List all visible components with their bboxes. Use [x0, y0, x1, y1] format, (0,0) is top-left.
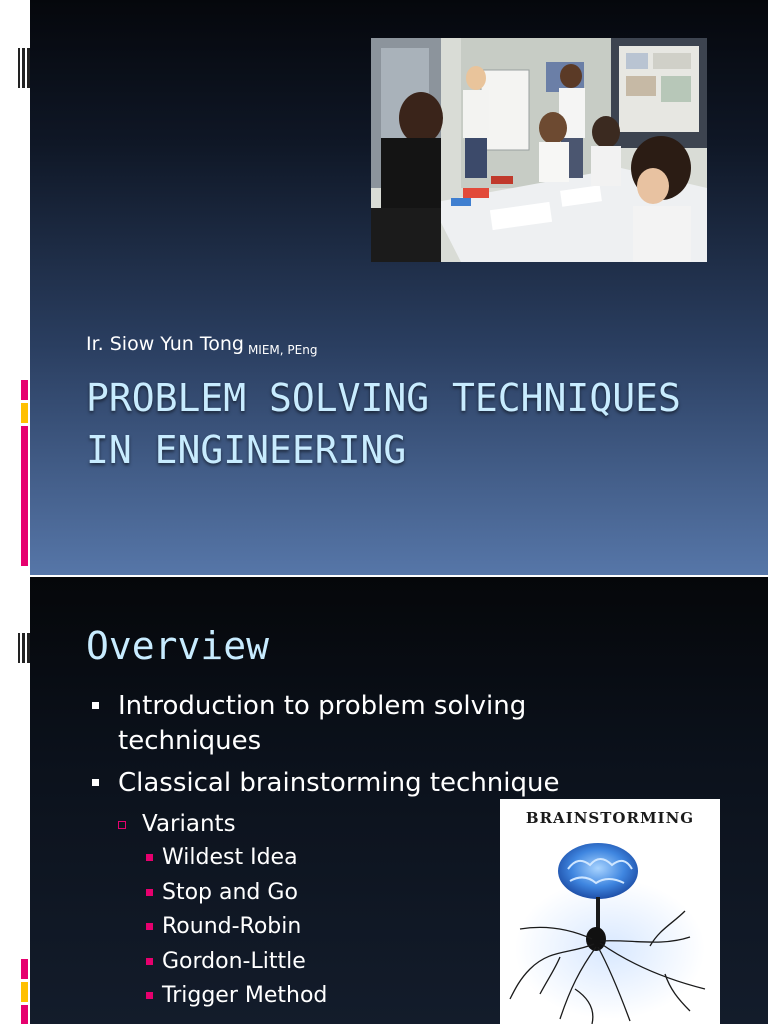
classroom-photo-icon: [371, 38, 707, 262]
slide-edge-strip: [0, 0, 30, 575]
brainstorming-label: BRAINSTORMING: [525, 809, 695, 827]
sub-bullet-item: Variants: [86, 808, 646, 841]
brain-icon: [500, 829, 720, 1024]
sub-sub-bullet-item: Stop and Go: [86, 876, 646, 911]
bullet-item: Classical brainstorming technique: [86, 766, 646, 801]
presenter-credentials: MIEM, PEng: [247, 343, 318, 357]
sub-sub-bullet-item: Round-Robin: [86, 910, 646, 945]
sub-sub-bullet-item: Trigger Method: [86, 979, 646, 1014]
slide-title: PROBLEM SOLVING TECHNIQUES IN ENGINEERING: [86, 376, 681, 472]
presenter-name: [86, 333, 317, 355]
slide-edge-strip: [0, 577, 30, 1024]
classroom-photo: [371, 38, 707, 262]
brainstorming-image: [500, 799, 720, 1024]
sub-sub-bullet-item: Gordon-Little: [86, 945, 646, 980]
slide-heading: Overview: [86, 624, 270, 668]
bullet-item: Introduction to problem solving techniques: [86, 689, 646, 759]
overview-slide: [0, 577, 768, 1024]
presenter-name-text: Ir. Siow Yun Tong: [86, 333, 244, 355]
sub-sub-bullet-item: Wildest Idea: [86, 841, 646, 876]
